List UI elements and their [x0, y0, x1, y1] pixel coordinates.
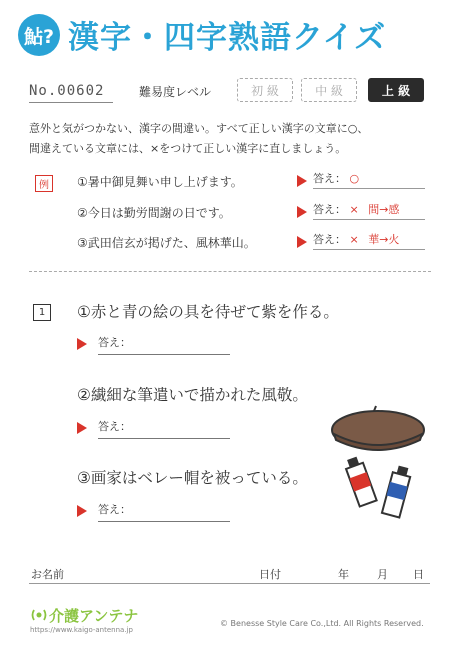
answer-mark: ×: [349, 203, 359, 216]
site-url: https://www.kaigo-antenna.jp: [30, 626, 133, 634]
page-title: 漢字・四字熟語クイズ: [68, 20, 387, 56]
question-sentence-2: ②繊細な筆遣いで描かれた風敬。: [77, 386, 308, 404]
number-underline: [29, 102, 113, 103]
answer-correction: 華→火: [368, 233, 400, 246]
arrow-icon: [77, 338, 87, 350]
beret-icon: [332, 406, 424, 450]
answer-label: 答え：: [98, 336, 131, 349]
instructions: [29, 119, 439, 159]
answer-field-2[interactable]: [98, 418, 230, 439]
name-date-line[interactable]: [29, 583, 430, 584]
question-number-badge: 1: [33, 304, 51, 321]
antenna-logo-icon: [30, 606, 48, 624]
section-divider: [29, 271, 431, 272]
arrow-icon: [297, 175, 307, 187]
answer-field-1[interactable]: [98, 334, 230, 355]
answer-correction: 間→感: [368, 203, 400, 216]
red-paint-tube-icon: [343, 455, 376, 506]
instruction-line: 間違えている文章には、×をつけて正しい漢字に直しましょう。: [29, 142, 347, 155]
quiz-logo-icon: [18, 14, 60, 56]
name-label: お名前: [31, 568, 64, 581]
answer-label: 答え：: [98, 503, 131, 516]
instruction-line: 意外と気がつかない、漢字の間違い。すべて正しい漢字の文章に○、: [29, 122, 369, 135]
blue-paint-tube-icon: [382, 465, 412, 518]
level-beginner: 初 級: [237, 78, 293, 102]
question-sentence-3: ③画家はベレー帽を被っている。: [77, 469, 308, 487]
example-badge: 例: [35, 175, 53, 192]
day-label: 日: [413, 568, 424, 581]
arrow-icon: [77, 422, 87, 434]
example-sentence-3: ③武田信玄が掲げた、風林華山。: [77, 236, 256, 250]
level-intermediate: 中 級: [301, 78, 357, 102]
logo-text: 鮎?: [23, 25, 55, 48]
example-answer-3: [313, 231, 425, 250]
answer-label: 答え：: [313, 203, 346, 216]
arrow-icon: [297, 206, 307, 218]
answer-mark: ○: [349, 172, 360, 185]
example-sentence-1: ①暑中御見舞い申し上げます。: [77, 175, 243, 189]
answer-mark: ×: [349, 233, 359, 246]
answer-label: 答え：: [98, 420, 131, 433]
beret-and-paint-illustration: [324, 404, 436, 530]
question-sentence-1: ①赤と青の絵の具を待ぜて紫を作る。: [77, 303, 339, 321]
arrow-icon: [297, 236, 307, 248]
brand-logo: 介護アンテナ: [49, 607, 139, 625]
quiz-number: No.00602: [29, 83, 105, 99]
example-answer-1: [313, 170, 425, 189]
answer-label: 答え：: [313, 172, 346, 185]
copyright: © Benesse Style Care Co.,Ltd. All Rights Reserved.: [220, 619, 424, 628]
example-answer-2: [313, 201, 425, 220]
level-advanced-selected: 上 級: [368, 78, 424, 102]
example-sentence-2: ②今日は勤労間謝の日です。: [77, 206, 231, 220]
arrow-icon: [77, 505, 87, 517]
answer-field-3[interactable]: [98, 501, 230, 522]
date-label: 日付: [259, 568, 281, 581]
month-label: 月: [377, 568, 388, 581]
difficulty-label: 難易度レベル: [139, 85, 212, 99]
answer-label: 答え：: [313, 233, 346, 246]
year-label: 年: [338, 568, 349, 581]
